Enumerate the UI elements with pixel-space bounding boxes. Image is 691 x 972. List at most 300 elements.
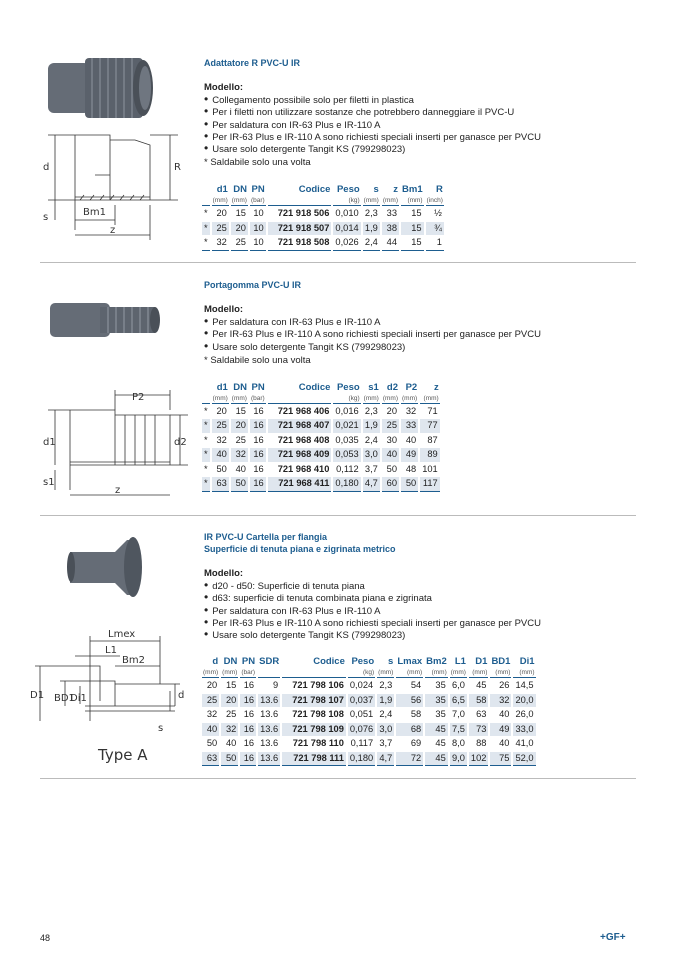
table-cell: 16: [240, 752, 256, 767]
table-cell: 16: [250, 419, 266, 433]
column-unit: (mm): [231, 394, 247, 402]
section-title: IR PVC-U Cartella per flangia: [204, 532, 328, 542]
table-cell: 0,053: [333, 448, 360, 462]
column-header: R: [436, 184, 443, 196]
bullet-list: [204, 580, 541, 641]
section-cartella-flangia: [204, 531, 541, 767]
table-row: [202, 448, 440, 462]
table-cell: ¾: [426, 222, 444, 236]
table-row: [202, 752, 536, 767]
table-cell: 721 968 410: [277, 463, 330, 474]
table-cell: 117: [420, 477, 440, 492]
table-cell: 33: [386, 208, 398, 219]
column-unit: [282, 668, 346, 678]
label-type: Type A: [98, 746, 148, 764]
table-cell: 58: [410, 709, 422, 720]
table-cell: 0,180: [333, 477, 360, 492]
table-cell: 721 968 408: [277, 434, 330, 445]
table-cell: 721 968 407: [268, 419, 332, 433]
column-header: PN: [241, 656, 256, 668]
table-cell: *: [204, 405, 208, 416]
table-cell: 0,051: [349, 709, 374, 720]
footnote: * Saldabile solo una volta: [204, 354, 311, 366]
column-unit: (inch): [426, 197, 443, 205]
table-cell: 10: [250, 236, 266, 251]
table-cell: 0,024: [349, 680, 374, 691]
table-cell: 2,3: [364, 405, 378, 416]
table-cell: 0,010: [335, 208, 359, 219]
column-header: BD1: [491, 656, 511, 668]
table-cell: 54: [410, 680, 422, 691]
table-cell: 40: [226, 738, 237, 749]
table-cell: 3,7: [379, 738, 393, 749]
table-cell: 32: [216, 434, 227, 445]
section-title: Adattatore R PVC-U IR: [204, 58, 301, 68]
spec-table: [200, 655, 538, 767]
table-cell: 40: [382, 448, 399, 462]
model-heading: Modello:: [204, 82, 244, 93]
bullet-item: • Usare solo detergente Tangit KS (799298023): [204, 629, 541, 641]
table-cell: 72: [396, 752, 423, 767]
table-cell: 45: [425, 752, 448, 767]
label-BD1: BD1: [54, 693, 75, 704]
table-cell: 40: [499, 709, 510, 720]
table-cell: 25: [235, 434, 246, 445]
table-cell: 20: [231, 419, 248, 433]
table-cell: 721 918 508: [268, 236, 332, 251]
table-cell: 102: [469, 752, 489, 767]
column-unit: (mm): [203, 669, 219, 677]
spec-table: [200, 183, 446, 252]
table-cell: 0,016: [335, 405, 359, 416]
table-cell: 38: [382, 222, 399, 236]
table-cell: 50: [231, 477, 248, 492]
table-cell: 25: [212, 419, 229, 433]
header-row: [202, 656, 536, 667]
bullet-item: • Collegamento possibile solo per filetti in plastica: [204, 94, 541, 106]
table-cell: 30: [386, 434, 398, 445]
column-header: d: [212, 656, 219, 668]
table-cell: 16: [250, 477, 266, 492]
table-cell: *: [202, 477, 210, 492]
table-cell: 0,117: [350, 738, 374, 749]
table-cell: 721 968 406: [277, 405, 330, 416]
table-cell: 0,021: [333, 419, 360, 433]
column-unit: (bar): [250, 197, 265, 205]
column-header: Codice: [313, 656, 345, 668]
column-header: Codice: [298, 381, 331, 393]
bullet-item: • Per saldatura con IR-63 Plus e IR-110 A: [204, 119, 541, 131]
table-cell: 15: [235, 208, 246, 219]
table-cell: 9,0: [450, 752, 467, 767]
bullet-list: [204, 316, 541, 353]
column-unit: (mm): [363, 394, 379, 402]
table-cell: 33: [401, 419, 418, 433]
table-cell: 15: [226, 680, 237, 691]
label-s: s: [158, 723, 164, 734]
table-cell: 20: [386, 405, 398, 416]
column-header: s: [388, 656, 394, 668]
column-header: PN: [251, 381, 265, 393]
table-cell: 49: [490, 723, 511, 737]
table-cell: 32: [221, 723, 238, 737]
table-cell: 7,5: [450, 723, 467, 737]
table-cell: 77: [420, 419, 440, 433]
table-row: [202, 419, 440, 433]
table-cell: 40: [405, 434, 417, 445]
column-header: Bm1: [402, 184, 423, 196]
table-cell: ½: [434, 208, 442, 219]
column-unit: [258, 668, 280, 678]
adapter-drawing: [40, 135, 190, 245]
table-cell: 56: [396, 694, 423, 708]
table-cell: 3,7: [364, 463, 378, 474]
units-row: [202, 668, 536, 678]
column-unit: (mm): [382, 197, 399, 205]
table-cell: 50: [401, 477, 418, 492]
column-unit: (mm): [378, 669, 394, 677]
column-unit: (mm): [420, 394, 440, 404]
table-cell: 2,3: [379, 680, 393, 691]
table-cell: *: [202, 448, 210, 462]
table-cell: 2,4: [364, 434, 378, 445]
column-header: z: [393, 184, 399, 196]
column-header: Di1: [519, 656, 535, 668]
table-cell: 721 918 506: [277, 208, 330, 219]
bullet-list: [204, 94, 541, 155]
table-cell: 26: [499, 680, 510, 691]
table-row: [202, 405, 440, 419]
column-header: Codice: [298, 184, 331, 196]
table-cell: 0,112: [336, 463, 359, 474]
divider: [40, 515, 636, 516]
table-cell: 40: [499, 738, 510, 749]
table-cell: 101: [422, 463, 438, 474]
label-s1: s1: [43, 477, 55, 488]
table-cell: 2,3: [364, 208, 378, 219]
table-cell: 20: [216, 405, 227, 416]
label-R: R: [174, 162, 181, 173]
column-header: D1: [475, 656, 488, 668]
bullet-item: • Per IR-63 Plus e IR-110 A sono richiesti speciali inserti per ganasce per PVCU: [204, 328, 541, 340]
table-cell: 16: [253, 405, 264, 416]
column-unit: [202, 394, 210, 404]
column-unit: (bar): [241, 669, 256, 677]
column-unit: [202, 196, 210, 206]
column-unit: (mm): [490, 668, 511, 678]
column-header: DN: [233, 184, 247, 196]
table-cell: 69: [410, 738, 422, 749]
table-cell: 9: [273, 680, 279, 691]
label-D1: D1: [30, 690, 45, 701]
table-cell: 50: [386, 463, 398, 474]
table-row: [202, 737, 536, 751]
table-cell: 60: [382, 477, 399, 492]
table-cell: 2,4: [363, 236, 380, 251]
section-portagomma: [204, 279, 541, 493]
table-cell: 13.6: [258, 694, 280, 708]
table-cell: 48: [405, 463, 417, 474]
hose-tail-drawing: [40, 390, 190, 500]
table-cell: 0,037: [348, 694, 375, 708]
table-cell: 2,4: [379, 709, 393, 720]
column-unit: (mm): [469, 668, 489, 678]
table-row: [202, 723, 536, 737]
gf-logo: +GF+: [600, 932, 626, 943]
column-header: s: [373, 184, 379, 196]
table-cell: 0,035: [335, 434, 359, 445]
table-cell: 16: [240, 694, 256, 708]
table-cell: 721 968 409: [268, 448, 332, 462]
table-cell: 16: [250, 448, 266, 462]
table-cell: 58: [469, 694, 489, 708]
column-unit: (mm): [231, 197, 247, 205]
table-cell: 13.6: [258, 723, 280, 737]
column-header: P2: [405, 381, 418, 393]
table-cell: 63: [202, 752, 219, 767]
table-cell: 71: [427, 405, 438, 416]
column-unit: (mm): [382, 394, 399, 402]
table-cell: 26,0: [515, 709, 534, 720]
hose-tail-photo: [40, 295, 170, 345]
table-cell: *: [202, 222, 210, 236]
divider: [40, 262, 636, 263]
table-cell: 10: [253, 208, 264, 219]
table-cell: 25: [202, 694, 219, 708]
table-cell: 16: [253, 463, 264, 474]
table-row: [202, 708, 536, 722]
label-s: s: [43, 212, 49, 223]
table-cell: 721 798 108: [292, 709, 344, 720]
column-unit: (mm): [402, 394, 418, 402]
table-cell: 32: [231, 448, 248, 462]
table-cell: 35: [435, 709, 446, 720]
table-cell: 721 798 111: [282, 752, 346, 767]
table-cell: 16: [243, 709, 255, 720]
column-unit: (mm): [222, 669, 238, 677]
table-cell: 4,7: [363, 477, 380, 492]
model-heading: Modello:: [204, 304, 244, 315]
bullet-item: • Per i filetti non utilizzare sostanze che potrebbero danneggiare il PVC-U: [204, 106, 541, 118]
table-cell: 15: [235, 405, 246, 416]
table-cell: 44: [382, 236, 399, 251]
flange-adapter-drawing: [30, 622, 190, 767]
table-row: [202, 477, 440, 492]
column-header: SDR: [259, 656, 280, 668]
table-cell: 35: [425, 694, 448, 708]
table-cell: 15: [411, 208, 422, 219]
page-number: 48: [40, 933, 51, 943]
table-cell: 50: [206, 738, 218, 749]
table-cell: 40: [212, 448, 229, 462]
bullet-item: • Per IR-63 Plus e IR-110 A sono richiesti speciali inserti per ganasce per PVCU: [204, 617, 541, 629]
table-cell: 33,0: [513, 723, 535, 737]
table-cell: 721 918 507: [268, 222, 332, 236]
footnote: * Saldabile solo una volta: [204, 157, 311, 169]
bullet-item: • d20 - d50: Superficie di tenuta piana: [204, 580, 541, 592]
table-row: [202, 463, 440, 477]
table-cell: 13.6: [260, 738, 279, 749]
column-header: Peso: [336, 381, 360, 393]
label-z: z: [110, 225, 116, 236]
label-d: d: [178, 690, 185, 701]
table-row: [202, 207, 444, 221]
table-cell: 20: [221, 694, 238, 708]
table-cell: 721 968 411: [268, 477, 332, 492]
table-cell: 3,0: [377, 723, 394, 737]
section-title: Superficie di tenuta piana e zigrinata metrico: [204, 544, 396, 554]
column-unit: (bar): [250, 394, 265, 402]
column-header: Peso: [336, 184, 360, 196]
column-unit: (mm): [425, 668, 448, 678]
label-Di1: Di1: [70, 693, 87, 704]
column-unit: [268, 394, 332, 404]
adapter-photo: [40, 55, 170, 120]
column-header: s1: [368, 381, 379, 393]
table-cell: 1,9: [363, 222, 380, 236]
table-cell: 1: [426, 236, 444, 251]
header-row: [202, 382, 440, 393]
divider: [40, 778, 636, 779]
table-cell: 15: [401, 222, 424, 236]
table-cell: 20: [231, 222, 248, 236]
table-cell: 89: [420, 448, 440, 462]
column-unit: (mm): [396, 668, 423, 678]
column-unit: (kg): [333, 196, 360, 206]
label-Lmax: Lmex: [108, 629, 136, 640]
flange-adapter-photo: [65, 535, 175, 600]
table-cell: 6,0: [451, 680, 465, 691]
bullet-item: • Per IR-63 Plus e IR-110 A sono richiesti speciali inserti per ganasce per PVCU: [204, 131, 541, 143]
column-unit: (kg): [348, 668, 375, 678]
table-cell: 16: [243, 738, 255, 749]
table-cell: 50: [221, 752, 238, 767]
table-cell: 68: [396, 723, 423, 737]
table-cell: 0,026: [333, 236, 360, 251]
column-header: z: [433, 381, 439, 393]
bullet-item: • Per saldatura con IR-63 Plus e IR-110 A: [204, 316, 541, 328]
table-cell: 1,9: [377, 694, 394, 708]
table-cell: 16: [253, 434, 264, 445]
table-cell: 63: [476, 709, 487, 720]
table-cell: *: [204, 208, 208, 219]
table-row: [202, 679, 536, 693]
table-cell: 1,9: [363, 419, 380, 433]
table-cell: 13.6: [260, 709, 279, 720]
bullet-item: • d63: superficie di tenuta combinata piana e zigrinata: [204, 592, 541, 604]
bullet-item: • Per saldatura con IR-63 Plus e IR-110 A: [204, 605, 541, 617]
section-adattatore: [204, 57, 541, 252]
bullet-item: • Usare solo detergente Tangit KS (799298023): [204, 341, 541, 353]
table-cell: 40: [235, 463, 246, 474]
table-cell: 721 798 107: [282, 694, 346, 708]
column-header: PN: [251, 184, 265, 196]
table-cell: 32: [206, 709, 218, 720]
header-row: [202, 184, 444, 195]
table-cell: 6,5: [450, 694, 467, 708]
column-header: Bm2: [426, 656, 447, 668]
table-row: [202, 694, 536, 708]
table-row: [202, 236, 444, 251]
table-cell: 16: [240, 723, 256, 737]
column-unit: (kg): [333, 394, 360, 404]
table-cell: 50: [216, 463, 227, 474]
table-cell: 20: [216, 208, 227, 219]
label-Bm2: Bm2: [122, 655, 145, 666]
column-unit: (mm): [513, 668, 535, 678]
table-cell: 7,0: [451, 709, 465, 720]
column-header: d1: [216, 184, 228, 196]
table-cell: *: [202, 419, 210, 433]
table-cell: 20,0: [513, 694, 535, 708]
column-header: d2: [386, 381, 399, 393]
column-header: Peso: [351, 656, 375, 668]
spec-table: [200, 381, 442, 493]
column-unit: (mm): [401, 196, 424, 206]
table-cell: 13.6: [258, 752, 280, 767]
table-cell: 40: [202, 723, 219, 737]
table-cell: 25: [382, 419, 399, 433]
column-unit: (mm): [212, 394, 228, 402]
table-cell: 721 798 106: [292, 680, 344, 691]
bullet-item: • Usare solo detergente Tangit KS (799298023): [204, 143, 541, 155]
table-cell: 20: [206, 680, 218, 691]
table-cell: 32: [212, 236, 229, 251]
column-header: [202, 184, 210, 195]
table-cell: 0,014: [333, 222, 360, 236]
column-unit: (mm): [212, 197, 228, 205]
table-cell: 3,0: [363, 448, 380, 462]
table-cell: 14,5: [515, 680, 534, 691]
label-Bm1: Bm1: [83, 207, 106, 218]
table-cell: *: [204, 434, 208, 445]
table-cell: 52,0: [513, 752, 535, 767]
table-cell: 75: [490, 752, 511, 767]
column-header: d1: [216, 381, 228, 393]
table-cell: *: [204, 463, 208, 474]
table-cell: 88: [476, 738, 487, 749]
column-unit: (mm): [363, 197, 379, 205]
column-unit: (mm): [450, 669, 466, 677]
label-d1: d1: [43, 437, 56, 448]
column-header: Lmax: [397, 656, 423, 668]
table-cell: 73: [469, 723, 489, 737]
label-L1: L1: [105, 645, 117, 656]
table-cell: 25: [226, 709, 237, 720]
column-header: [202, 382, 210, 393]
table-cell: 49: [401, 448, 418, 462]
label-z: z: [115, 485, 121, 496]
units-row: [202, 196, 444, 206]
column-header: DN: [233, 381, 247, 393]
table-row: [202, 222, 444, 236]
table-cell: 8,0: [451, 738, 465, 749]
table-cell: 32: [490, 694, 511, 708]
table-cell: 35: [435, 680, 446, 691]
table-cell: 10: [250, 222, 266, 236]
section-title: Portagomma PVC-U IR: [204, 280, 302, 290]
table-row: [202, 434, 440, 448]
model-heading: Modello:: [204, 568, 244, 579]
label-P2: P2: [132, 392, 145, 403]
column-header: DN: [223, 656, 238, 668]
label-d2: d2: [174, 437, 187, 448]
table-cell: 41,0: [515, 738, 534, 749]
table-cell: 87: [427, 434, 438, 445]
table-cell: 45: [425, 723, 448, 737]
table-cell: 45: [476, 680, 487, 691]
table-cell: 25: [212, 222, 229, 236]
